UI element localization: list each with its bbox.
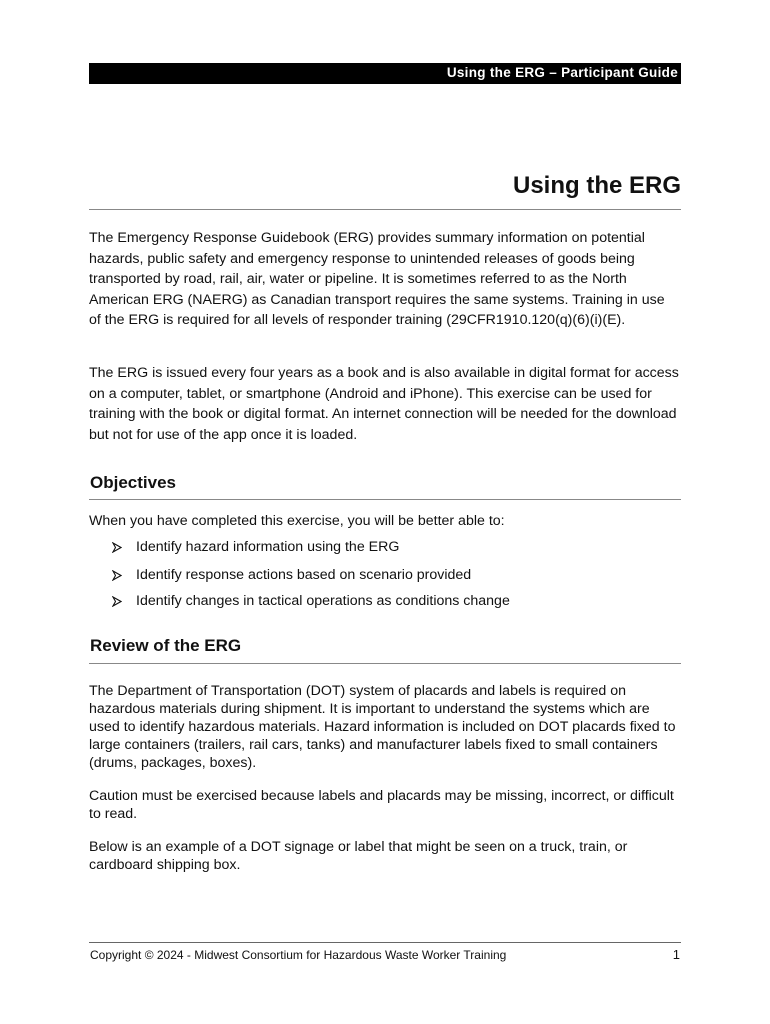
- objectives-heading: Objectives: [90, 473, 176, 492]
- objective-item: [112, 567, 471, 583]
- review-paragraph-2: Caution must be exercised because labels and placards may be missing, incorrect, or difficult to read.: [89, 788, 674, 822]
- objective-item: [112, 593, 510, 609]
- objectives-divider: [89, 499, 681, 500]
- page-title: Using the ERG: [512, 172, 681, 199]
- header-banner: [89, 63, 681, 84]
- arrow-bullet-icon: [112, 596, 122, 607]
- review-paragraph-1: The Department of Transportation (DOT) system of placards and labels is required on hazardous materials during shipment. It is important to understand the systems which are used to identify hazardous materials. Hazard information is included on DOT placards fixed to large containers (trailers, rail cars, tanks) and manufacturer labels fixed to small containers (drums, packages, boxes).: [89, 683, 676, 771]
- arrow-bullet-icon: [112, 542, 122, 553]
- review-heading: Review of the ERG: [90, 636, 242, 655]
- arrow-bullet-icon: [112, 570, 122, 581]
- footer-copyright: Copyright © 2024 - Midwest Consortium for Hazardous Waste Worker Training: [90, 948, 507, 962]
- objective-item-text: Identify changes in tactical operations as conditions change: [136, 593, 510, 609]
- objective-item: [112, 539, 399, 555]
- page-number: 1: [672, 947, 680, 962]
- review-paragraph-3: Below is an example of a DOT signage or label that might be seen on a truck, train, or cardboard shipping box.: [89, 839, 628, 873]
- objectives-lead: When you have completed this exercise, you will be better able to:: [89, 513, 505, 529]
- review-divider: [89, 663, 681, 664]
- title-divider: [89, 209, 681, 210]
- intro-paragraph-2: The ERG is issued every four years as a book and is also available in digital format for access on a computer, tablet, or smartphone (Android and iPhone). This exercise can be used for training with the book or digital format. An internet connection will be needed for the download but not for use of the app once it is loaded.: [89, 365, 679, 443]
- intro-paragraph-1: The Emergency Response Guidebook (ERG) provides summary information on potential hazards, public safety and emergency response to unintended releases of goods being transported by road, rail, air, water or pipeline. It is sometimes referred to as the North American ERG (NAERG) as Canadian transport requires the same systems. Training in use of the ERG is required for all levels of responder training (29CFR1910.120(q)(6)(i)(E).: [89, 230, 665, 329]
- objective-item-text: Identify hazard information using the ERG: [136, 539, 400, 555]
- header-banner-text: Using the ERG – Participant Guide: [446, 65, 678, 80]
- footer-divider: [89, 942, 681, 943]
- objective-item-text: Identify response actions based on scenario provided: [136, 567, 472, 583]
